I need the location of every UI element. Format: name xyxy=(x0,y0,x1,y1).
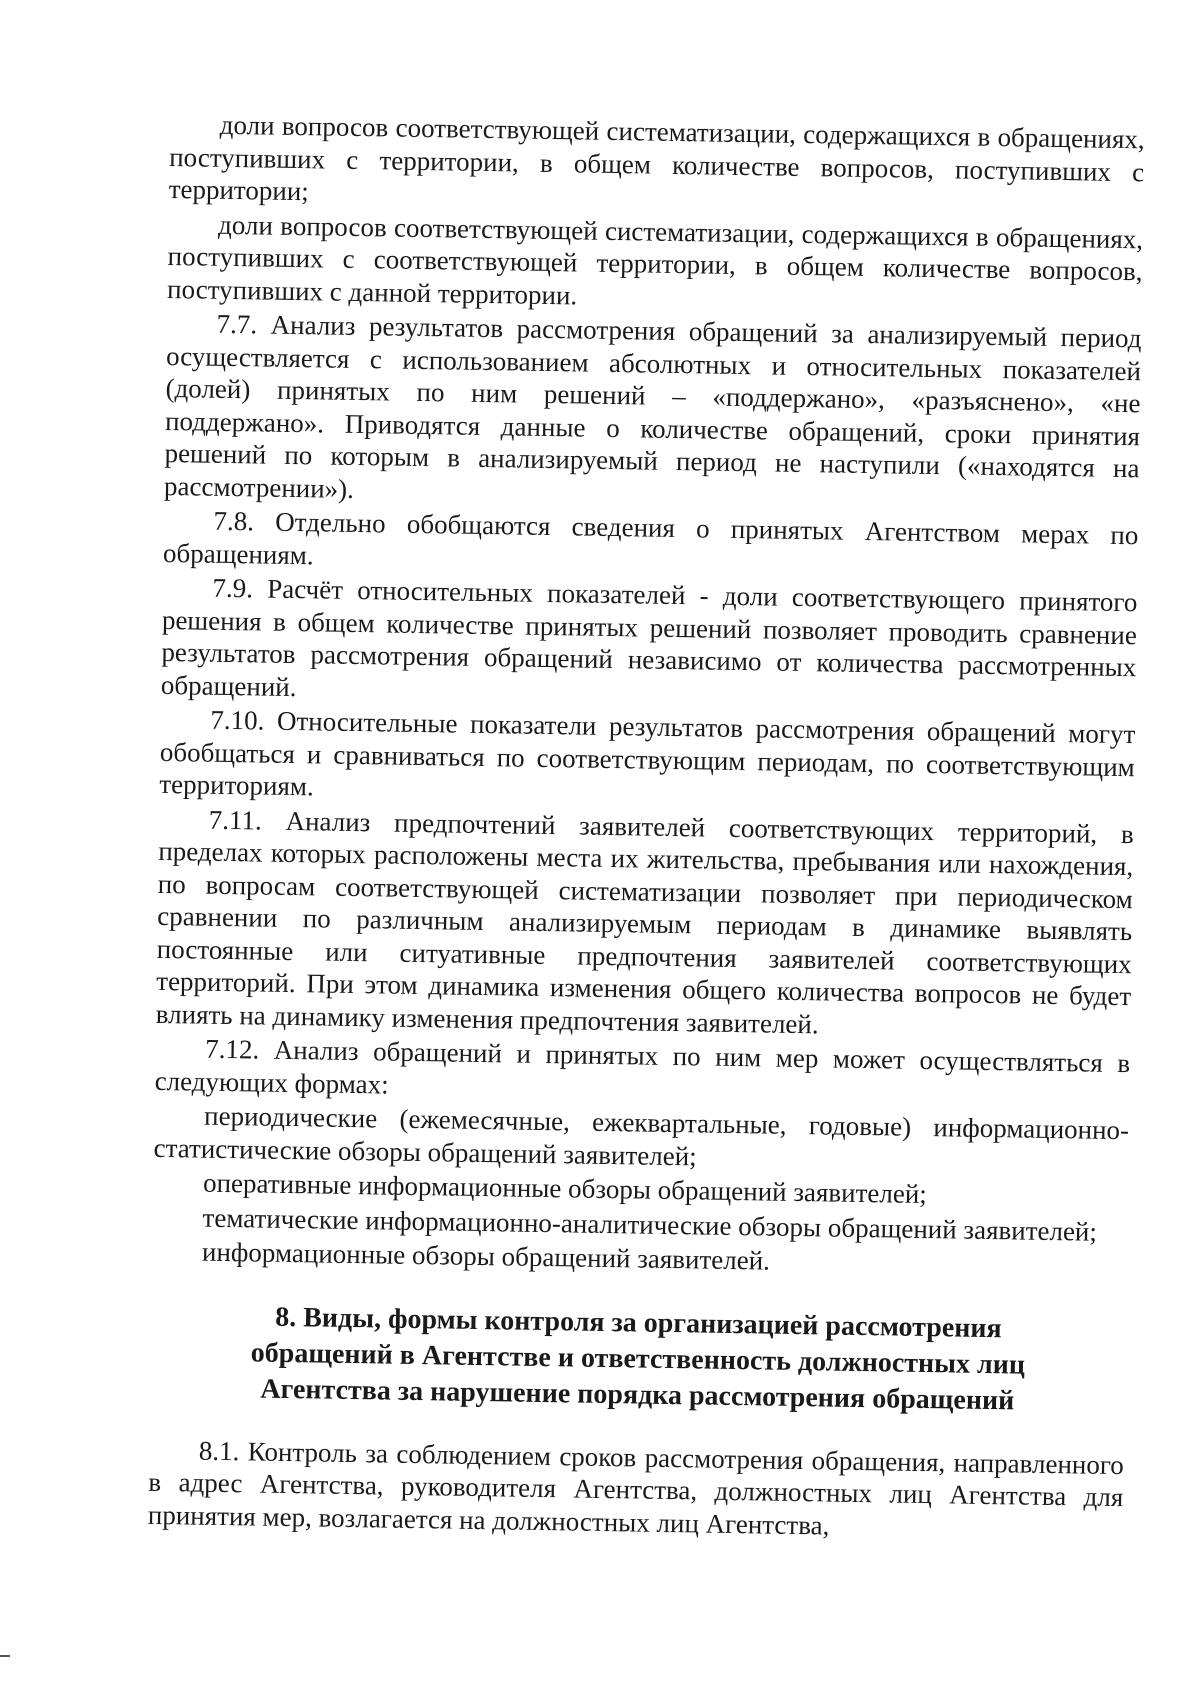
heading-line-2: обращений в Агентстве и ответственность должностных лиц xyxy=(250,1336,1026,1381)
list-item-operative-reviews: оперативные информационные обзоры обращений заявителей; xyxy=(202,1167,928,1210)
list-item-thematic-reviews: тематические информационно-аналитические обзоры обращений заявителей; xyxy=(202,1202,1098,1247)
paragraph-7-8: 7.8. Отдельно обобщаются сведения о принятых Агентством мерах по обращениям. xyxy=(162,505,1139,570)
paragraph-7-9: 7.9. Расчёт относительных показателей - доли соответствующего принятого решения в общем количестве принятых решений позволяет проводить сравнение результатов рассмотрения обращений независимо от количества рассмотренных обращений. xyxy=(160,572,1138,702)
document-body xyxy=(148,108,1145,1548)
paragraph-7-7: 7.7. Анализ результатов рассмотрения обращений за анализируемый период осуществляется с использованием абсолютных и относительных показателей (долей) принятых по ним решений – «поддержано», «разъяснено», «не поддержано». Приводятся данные о количестве обращений, сроки принятия решений по которым в анализируемый период не наступили («находятся на рассмотрении»). xyxy=(163,308,1142,504)
paragraph-share-territory: доли вопросов соответствующей систематизации, содержащихся в обращениях, поступивших с территории, в общем количестве вопросов, поступивших с территории; xyxy=(168,109,1145,207)
heading-line-3: Агентства за нарушение порядка рассмотрения обращений xyxy=(260,1373,1015,1416)
paragraph-7-12: 7.12. Анализ обращений и принятых по ним мер может осуществляться в следующих формах: xyxy=(154,1033,1131,1100)
paragraph-7-10: 7.10. Относительные показатели результатов рассмотрения обращений могут обобщаться и сравниваться по соответствующим периодам, по соответствующим территориям. xyxy=(159,704,1136,802)
list-item-periodic-reviews: периодические (ежемесячные, ежеквартальные, годовые) информационно-статистические обзоры обращений заявителей; xyxy=(153,1100,1130,1171)
heading-line-1: 8. Виды, формы контроля за организацией рассмотрения xyxy=(275,1301,1002,1344)
paragraph-7-11: 7.11. Анализ предпочтений заявителей соответствующих территорий, в пределах которых расположены места их жительства, пребывания или нахождения, по вопросам соответствующей систематизации позволяет при периодическом сравнении по различным анализируемым периодам в динамике выявлять постоянные или ситуативные предпочтения заявителей соответствующих территорий. При этом динамика изменения общего количества вопросов не будет влиять на динамику изменения предпочтения заявителей. xyxy=(155,804,1134,1039)
paragraph-share-specific-territory: доли вопросов соответствующей систематизации, содержащихся в обращениях, поступивших с соответствующей территории, в общем количестве вопросов, поступивших с данной территории. xyxy=(166,209,1144,310)
paragraph-8-1: 8.1. Контроль за соблюдением сроков рассмотрения обращения, направленного в адрес Агентства, руководителя Агентства, должностных лиц Агентства для принятия мер, возлагается на должностных лиц Агентства, xyxy=(147,1435,1125,1541)
list-item-information-reviews: информационные обзоры обращений заявителей. xyxy=(201,1236,771,1276)
section-8-heading xyxy=(150,1297,1127,1420)
scan-margin-mark xyxy=(0,1655,10,1657)
